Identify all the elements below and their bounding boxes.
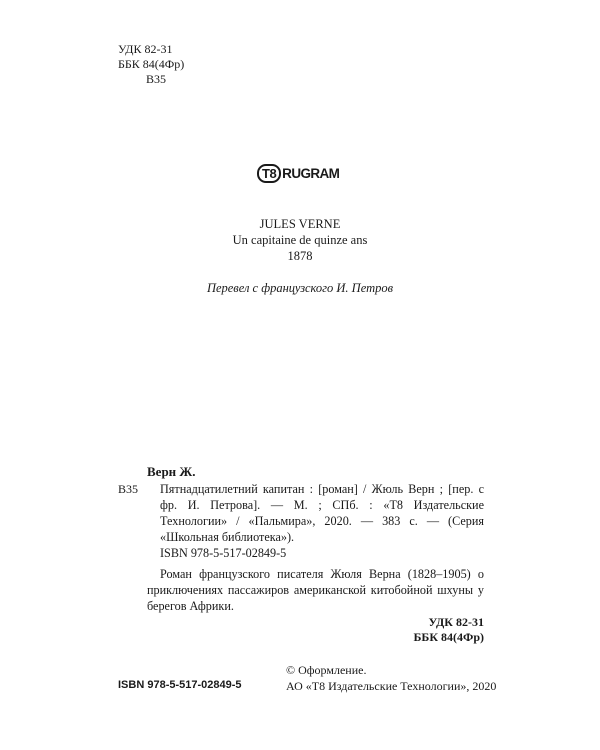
- logo-mark: T8: [257, 164, 281, 183]
- translator-line: Перевел с французского И. Петров: [206, 281, 394, 295]
- udk-code-top: УДК 82-31: [118, 42, 173, 56]
- catalog-isbn: ISBN 978-5-517-02849-5: [160, 546, 287, 560]
- footer-isbn: ISBN 978-5-517-02849-5: [118, 679, 242, 691]
- logo-text: RUGRAM: [282, 165, 340, 181]
- catalog-author-heading: Верн Ж.: [147, 464, 196, 479]
- copyright-line-1: © Оформление.: [286, 663, 367, 677]
- original-year: 1878: [287, 249, 313, 263]
- catalog-udk: УДК 82-31: [428, 615, 484, 629]
- publisher-logo: [257, 160, 347, 186]
- catalog-description: Пятнадцатилетний капитан : [роман] / Жюль Верн ; [пер. с фр. И. Петрова]. — М. ; СПб. : «Т8 Издательские Технологии» / «Пальмира», 2020. — 383 с. — (Серия «Школьная библиотека»).: [160, 482, 484, 544]
- original-title: Un capitaine de quinze ans: [232, 233, 368, 247]
- catalog-author-mark: В35: [118, 482, 139, 496]
- catalog-annotation: Роман французского писателя Жюля Верна (1828–1905) о приключениях пассажиров американской китобойной шхуны у берегов Африки.: [147, 567, 484, 613]
- copyright-line-2: АО «Т8 Издательские Технологии», 2020: [286, 679, 497, 693]
- original-author: JULES VERNE: [259, 217, 341, 231]
- author-mark-top: В35: [146, 72, 167, 86]
- bbk-code-top: ББК 84(4Фр): [118, 57, 185, 71]
- catalog-bbk: ББК 84(4Фр): [413, 630, 484, 644]
